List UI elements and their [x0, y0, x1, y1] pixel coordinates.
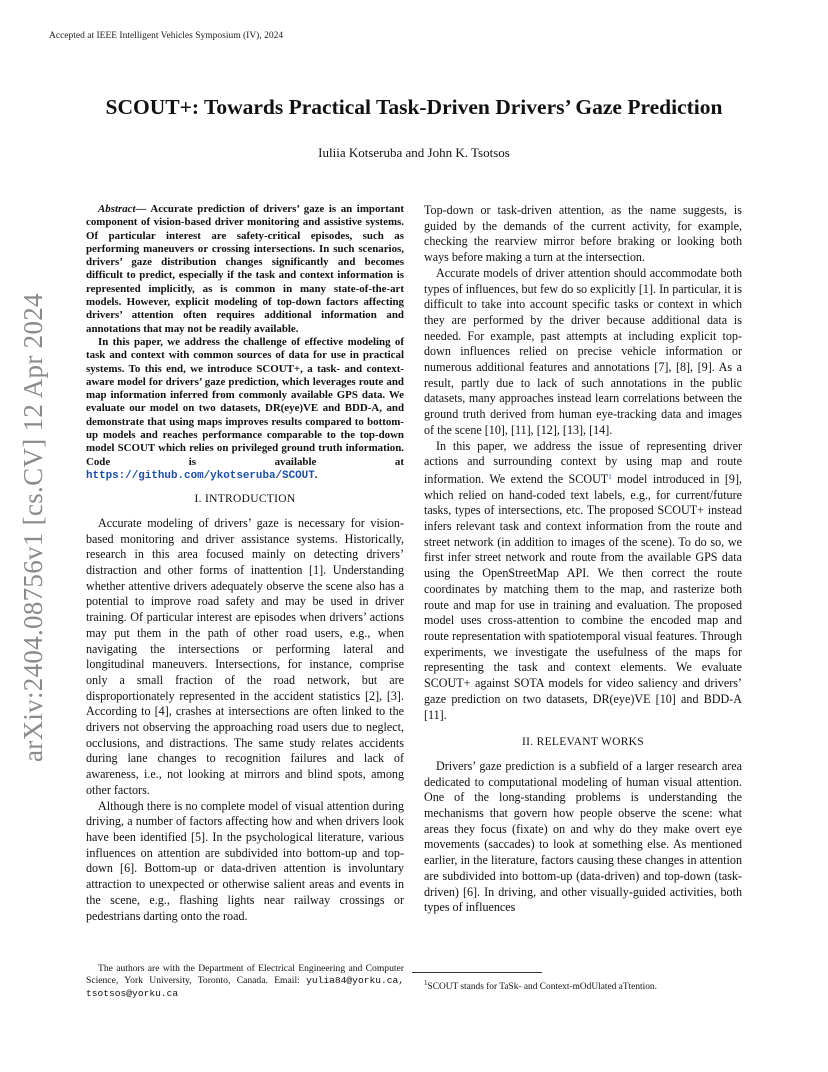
right-column: [424, 203, 742, 916]
footnote-scout: [424, 978, 742, 993]
abstract-label: Abstract: [98, 203, 136, 215]
intro-paragraph-1: Accurate modeling of drivers’ gaze is necessary for vision-based monitoring and driver assistance systems. Historically, research in this area focused mainly on detecting drivers’ distraction and other forms of inattention [1]. Understanding whether attentive drivers adequately observe the scene also has a potential to improve road safety and may be used in driver training. Of particular interest are episodes when drivers’ actions may put them in the path of other road users, e.g., when navigating the intersections or performing lateral and longitudinal maneuvers. Intersections, for instance, comprise only a small fraction of the road network, but are disproportionately represented in the accident statistics [2], [3]. According to [4], crashes at intersections are often linked to the drivers not observing the approaching road users due to neglect, occlusions, and distractions. The same study relates accidents during lane changes to recognition failures and lack of awareness, i.e., not looking at mirrors and blind spots, among other factors.: [86, 515, 404, 797]
footnote-mark: 1: [424, 979, 428, 987]
paper-title: SCOUT+: Towards Practical Task-Driven Drivers’ Gaze Prediction: [105, 95, 723, 119]
footnote-affiliation: [86, 963, 404, 1000]
right-paragraph-0: Top-down or task-driven attention, as the name suggests, is guided by the demands of the current activity, for example, checking the rearview mirror before braking or looking both ways before making a turn at the intersection.: [424, 203, 742, 265]
arxiv-side-identifier: arXiv:2404.08756v1 [cs.CV] 12 Apr 2024: [18, 293, 48, 762]
footnote-affiliation-text: The authors are with the Department of Electrical Engineering and Computer Science, York University, Toronto, Canada. Email:: [86, 963, 404, 987]
section-heading-relevant-works: II. RELEVANT WORKS: [521, 736, 644, 749]
right-paragraph-2a: In this paper, we address the issue of representing driver actions and surrounding context by using map and route information. We extend the SCOUT: [424, 438, 742, 486]
left-column: [86, 203, 404, 924]
relevant-works-paragraph: Drivers’ gaze prediction is a subfield of a larger research area dedicated to computational modeling of human visual attention. One of the long-standing problems is understanding the mechanisms that govern how people observe the scene: what areas they focus (fixate) on and why do they make overt eye movements (saccades) to look at something else. As mentioned earlier, in the literature, factors causing these changes in attention are subdivided into bottom-up (data-driven) and top-down (task-driven) [6]. In driving, and other visually-guided activities, both types of influences: [424, 758, 742, 915]
section-heading-introduction: I. INTRODUCTION: [194, 493, 296, 506]
abstract-text-2-end: .: [314, 468, 318, 481]
right-paragraph-1: Accurate models of driver attention should accommodate both types of influences, but few do so explicitly [1]. In particular, it is difficult to take into account specific tasks or context in which they are performed by the driver because additional data is needed. For example, past attempts at including explicit top-down influences relied on precise vehicle information or numerous additional features and annotations [7], [8], [9]. As a result, partly due to lack of such annotations in the public datasets, many approaches instead learn correlations between the ground truth derived from human eye-tracking data and images of the scene [10], [11], [12], [13], [14].: [424, 265, 742, 437]
abstract-text-2: In this paper, we address the challenge of effective modeling of task and context with common sources of data for use in practical systems. To this end, we introduce SCOUT+, a task- and context-aware model for drivers’ gaze prediction, which leverages route and map information inferred from commonly available GPS data. We evaluate our model on two datasets, DR(eye)VE and BDD-A, and demonstrate that using maps improves results compared to bottom-up models and reaches performance comparable to the top-down model SCOUT which relies on privileged ground truth information. Code is available at: [86, 335, 404, 468]
abstract-paragraph-1: [86, 203, 404, 336]
header-note: Accepted at IEEE Intelligent Vehicles Symposium (IV), 2024: [49, 31, 284, 41]
footnote-emails[interactable]: yulia84@yorku.ca, tsotsos@yorku.ca: [86, 975, 404, 999]
code-link[interactable]: https://github.com/ykotseruba/SCOUT: [86, 469, 315, 482]
footnote-ref-1[interactable]: 1: [608, 472, 612, 481]
right-paragraph-2b: model introduced in [9], which relied on hand-coded text labels, e.g., for current/future tasks, types of intersections, etc. The proposed SCOUT+ instead infers relevant task and context information from the route and street network (in addition to images of the scene). To do so, we first infer street network and route from the available GPS data using the OpenStreetMap API. We then correct the route coordinates by matching them to the map, and rasterize both route and map for use in training and evaluation. The proposed model uses cross-attention to combine the encoded map and route representation with spatiotemporal visual features. Through experiments, we investigate the usefulness of the maps for representing the task and context elements. We evaluate SCOUT+ against SOTA models for video saliency and drivers’ gaze prediction on two datasets, DR(eye)VE [10] and BDD-A [11].: [424, 471, 743, 722]
footnote-rule: [412, 972, 542, 973]
abstract-text-1: — Accurate prediction of drivers’ gaze is an important component of vision-based driver monitoring and assistive systems. Of particular interest are safety-critical episodes, such as performing maneuvers or crossing intersections. In such scenarios, drivers’ gaze distribution changes significantly and becomes difficult to predict, especially if the task and context information is represented implicitly, as is common in many state-of-the-art models. However, explicit modeling of top-down factors affecting drivers’ attention often requires additional information and annotations that may not be readily available.: [86, 203, 404, 335]
paper-authors: Iuliia Kotseruba and John K. Tsotsos: [318, 145, 510, 160]
intro-paragraph-2: Although there is no complete model of visual attention during driving, a number of factors affecting how and when drivers look have been identified [5]. In the psychological literature, various influences on attention are subdivided into bottom-up and top-down [6]. Bottom-up or data-driven attention is involuntary attraction to unexpected or otherwise salient areas and events in the scene, e.g., flashing lights near railway crossings or pedestrians darting onto the road.: [86, 798, 404, 923]
right-paragraph-2: [424, 439, 742, 724]
abstract-paragraph-2: [86, 336, 404, 483]
footnote-scout-text: SCOUT stands for TaSk- and Context-mOdUlated aTtention.: [427, 982, 657, 992]
